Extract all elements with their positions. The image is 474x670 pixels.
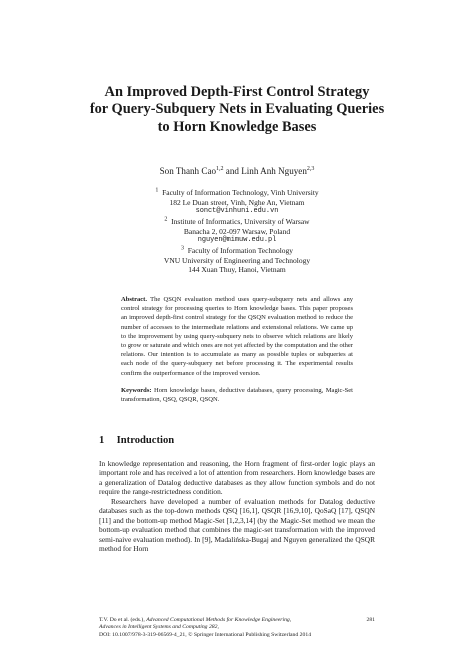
affiliation-marker: 1: [155, 187, 159, 194]
page-footer: [99, 617, 375, 639]
affiliation-line: Banacha 2, 02-097 Warsaw, Poland: [183, 226, 291, 236]
affiliation-text: Faculty of Information Technology: [187, 245, 294, 255]
body-text: [99, 459, 375, 554]
author-name: Son Thanh Cao: [159, 166, 217, 176]
section-heading: [99, 435, 174, 447]
affiliation-line: 144 Xuan Thuy, Hanoi, Vietnam: [188, 265, 286, 275]
paper-title: [60, 84, 414, 136]
affiliation-line: VNU University of Engineering and Technology: [163, 255, 311, 265]
affiliation-text: Faculty of Information Technology, Vinh University: [162, 188, 319, 197]
author-name: Linh Anh Nguyen: [241, 166, 307, 176]
section-number: 1: [99, 435, 105, 446]
affiliation-line: [60, 246, 414, 256]
keywords-label: Keywords:: [121, 386, 152, 394]
footer-book-title: Advanced Computational Methods for Knowledge Engineering,: [146, 617, 292, 623]
keywords-text: Horn knowledge bases, deductive databases, query processing, Magic-Set transformation, QSQ, QSQR, QSQN.: [121, 386, 353, 404]
affiliation-line: 182 Le Duan street, Vinh, Nghe An, Vietnam: [169, 197, 305, 207]
author-conjunction: and: [223, 166, 242, 176]
title-line: An Improved Depth-First Control Strategy: [104, 84, 370, 100]
body-paragraph: In knowledge representation and reasoning, the Horn fragment of first-order logic plays an important role and has received a lot of attention from researchers. Horn knowledge bases are a generalization of Datalog deductive databases as they allow function symbols and do not require the range-restrictedness condition.: [99, 459, 375, 497]
title-line: for Query-Subquery Nets in Evaluating Queries: [89, 101, 385, 118]
footer-line: DOI: 10.1007/978-3-319-06569-4_21, © Springer International Publishing Switzerland 2014: [99, 631, 312, 638]
footer-line: [99, 617, 375, 624]
page-number: 281: [366, 617, 375, 623]
affiliation-text: Institute of Informatics, University of Warsaw: [171, 216, 310, 226]
abstract-text: The QSQN evaluation method uses query-subquery nets and allows any control strategy for processing queries to Horn knowledge bases. This paper proposes an improved depth-first control strategy for the QSQN evaluation method to reduce the number of accesses to the intermediate relations and extensional relations. We came up to the improvement by using query-subquery nets to observe which relations are likely to grow or saturate and which ones are not yet affected by the computation and the other relations. Our intention is to accumulate as many as possible tuples or subqueries at each node of the query-subquery net before processing it. The experimental results confirm the outperformance of the improved version.: [121, 296, 354, 377]
footer-line: Advances in Intelligent Systems and Computing 282,: [99, 624, 219, 631]
abstract-block: [121, 295, 353, 404]
affiliation-email: nguyen@mimuw.edu.pl: [197, 236, 277, 245]
abstract-paragraph: [121, 295, 353, 378]
affiliation-line: [60, 217, 414, 227]
affiliation-line: [60, 188, 414, 198]
affiliation-marker: 2: [164, 216, 168, 223]
affiliations: [60, 188, 414, 275]
footer-editors: T.V. Do et al. (eds.),: [99, 617, 147, 623]
author-affiliation-marker: 2,3: [306, 165, 315, 172]
section-title: Introduction: [116, 435, 175, 446]
affiliation-email: sonct@vinhuni.edu.vn: [195, 207, 279, 216]
author-affiliation-marker: 1,2: [216, 165, 224, 172]
abstract-label: Abstract.: [121, 296, 147, 303]
body-paragraph: Researchers have developed a number of evaluation methods for Datalog deductive databases such as the top-down methods QSQ [16,1], QSQR [16,9,10], QoSaQ [17], QSQN [11] and the bottom-up method Magic-Set [1,2,3,14] (by the Magic-Set method we mean the bottom-up evaluation method that combines the magic-set transformation with the improved semi-naive evaluation method). In [9], Madalińska-Bugaj and Nguyen generalized the QSQR method for Horn: [99, 496, 375, 554]
title-line: to Horn Knowledge Bases: [157, 118, 317, 135]
keywords-paragraph: [121, 386, 353, 404]
affiliation-marker: 3: [180, 245, 184, 252]
author-list: [60, 166, 414, 177]
